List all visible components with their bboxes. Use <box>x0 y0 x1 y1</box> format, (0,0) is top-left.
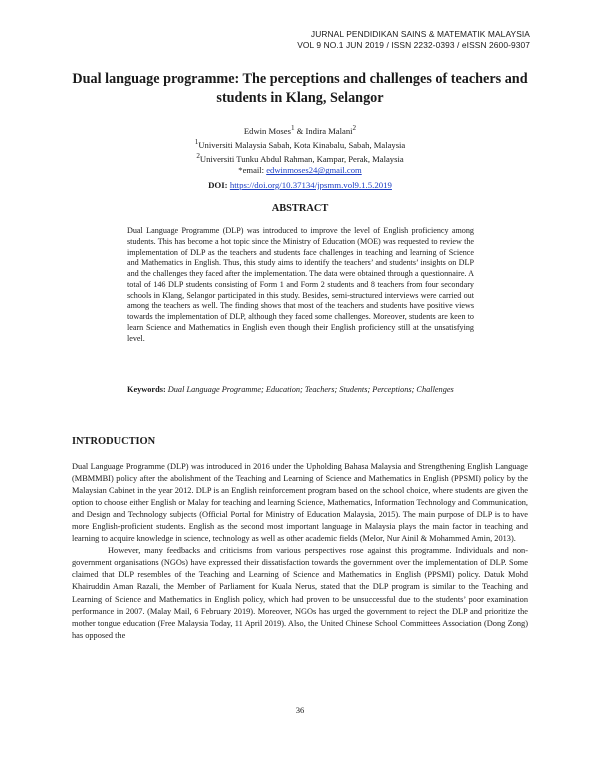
author-2-affiliation-mark: 2 <box>352 124 357 132</box>
author-names <box>60 123 540 137</box>
doi-link[interactable]: https://doi.org/10.37134/jpsmm.vol9.1.5.2019 <box>229 180 392 190</box>
doi-line <box>60 180 540 190</box>
introduction-body <box>72 461 528 642</box>
abstract-heading: ABSTRACT <box>271 203 329 214</box>
journal-header <box>297 29 530 51</box>
author-2: & Indira Malani <box>294 125 353 136</box>
journal-name: JURNAL PENDIDIKAN SAINS & MATEMATIK MALAYSIA <box>310 29 530 39</box>
paper-title: Dual language programme: The perceptions and challenges of teachers and students in Klang, Selangor <box>72 71 528 106</box>
keywords-terms: Dual Language Programme; Education; Teachers; Students; Perceptions; Challenges <box>167 385 454 394</box>
keywords <box>127 384 474 395</box>
affiliation-1: $^1$Universiti Malaysia Sabah, Kota Kinabalu, Sabah, Malaysia <box>194 138 406 151</box>
introduction-heading: INTRODUCTION <box>72 436 156 447</box>
page-number: 36 <box>295 705 305 715</box>
abstract-text: Dual Language Programme (DLP) was introduced to improve the level of English proficiency among students. This has become a hot topic since the Ministry of Education (MOE) was requested to review the implementation of DLP as the teachers and students face challenges in teaching and learning of Science and Mathematics in English. Thus, this study aims to identify the teachers’ and students’ insights on DLP and the challenges they faced after the implementation. The data were obtained through a questionnaire. A total of 146 DLP students consisting of Form 1 and Form 2 students and 8 teachers from four secondary schools in Klang, Selangor participated in this study. Besides, semi-structured interviews were carried out among the teachers as well. The finding shows that most of the teachers and students have positive views towards the implementation of DLP, although they faced some challenges. Moreover, students are keen to learn Science and Mathematics in English even though their English proficiency still at the unsatisfying level. <box>127 226 474 343</box>
doi-label: DOI: <box>208 180 228 190</box>
introduction-paragraph: However, many feedbacks and criticisms from various perspectives rose against this programme. Individuals and non-government organisations (NGOs) have expressed their dissatisfaction towards the government over the implementation of DLP. Some claimed that DLP resembles of the Teaching and Learning of Science and Mathematics in English (PPSMI) policy. Datuk Mohd Khairuddin Aman Razali, the Member of Parliament for Kuala Nerus, stated that the DLP program is similar to the Teaching and Learning of Science and Mathematics in English policy, which had proven to be unsuccessful due to the students’ poor examination performance in 2007. (Malay Mail, 6 February 2019). Moreover, NGOs has urged the government to reject the DLP and prioritize the mother tongue education (Free Malaysia Today, 11 April 2019). Also, the United Chinese School Committees Association (Dong Zong) has opposed the <box>72 546 528 640</box>
keywords-label: Keywords: <box>127 385 166 394</box>
author-1: Edwin Moses <box>243 125 291 136</box>
email-link[interactable]: edwinmoses24@gmail.com <box>266 165 362 176</box>
email-line: *email: edwinmoses24@gmail.com <box>238 165 362 176</box>
journal-issue: VOL 9 NO.1 JUN 2019 / ISSN 2232-0393 / eISSN 2600-9307 <box>297 40 530 50</box>
author-1-affiliation-mark: 1 <box>290 124 295 132</box>
author-block <box>60 123 540 177</box>
introduction-paragraph: Dual Language Programme (DLP) was introduced in 2016 under the Upholding Bahasa Malaysia and Strengthening English Language (MBMMBI) policy after the abolishment of the Teaching and Learning of Science and Mathematics in English (PPSMI) policy by the Malaysian Cabinet in the year 2012. DLP is an English reinforcement program based on the school choice, where students are given the option to choose either English or Malay for teaching and learning Science, Mathematics, Information Technology and Communication, and Design and Technology subjects (Official Portal for Ministry of Education Malaysia, 2015). The main purpose of DLP is to have more English-proficient students. English as the second most important language in Malaysia plays the main factor in teaching and learning to acquire knowledge in science, technology as well as other academic fields (Melor, Nur Ainil & Mohammed Amin, 2013). <box>72 462 528 544</box>
affiliation-2: $^2$Universiti Tunku Abdul Rahman, Kampar, Perak, Malaysia <box>196 152 404 165</box>
